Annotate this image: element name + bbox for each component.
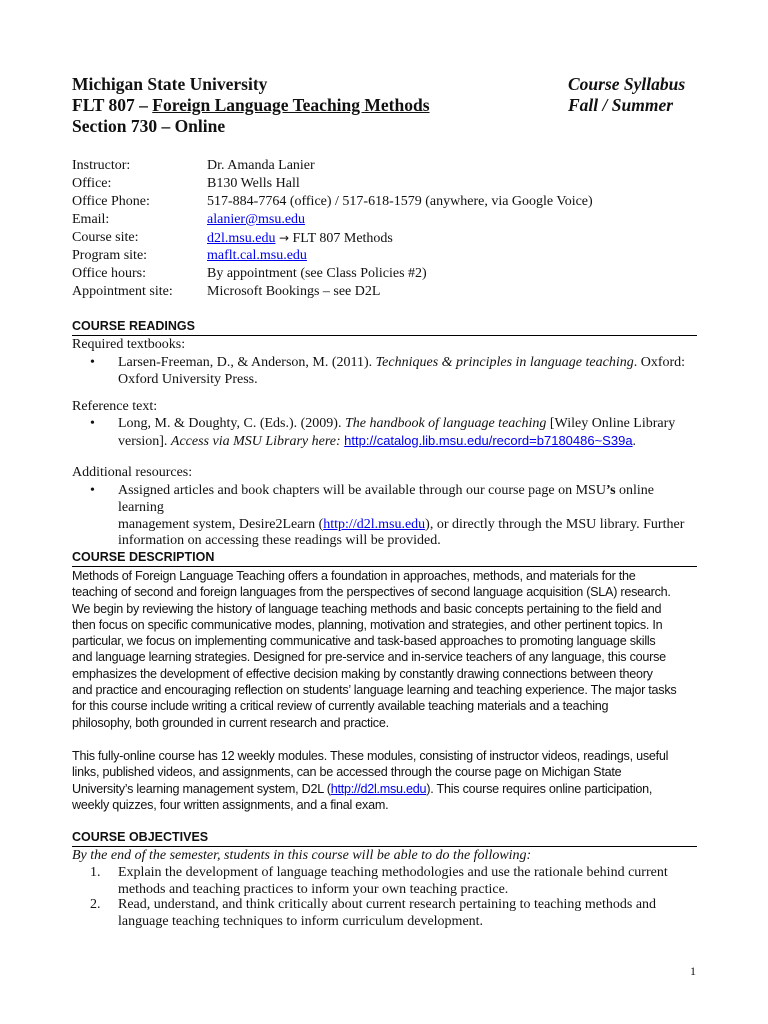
- bullet-icon: •: [90, 355, 95, 370]
- university-name: Michigan State University: [72, 74, 268, 94]
- required-label: Required textbooks:: [72, 337, 186, 352]
- arrow-right-icon: →: [278, 231, 290, 245]
- doc-type: Course Syllabus: [568, 74, 686, 94]
- reference-label: Reference text:: [72, 399, 158, 414]
- instructor-info: Instructor: Dr. Amanda Lanier Office: B130 Wells Hall Office Phone: 517-884-7764 (office) / 517-618-1579 (anywhere, via Google Voice) Email: alanier@msu.edu Course site: d2l.msu.edu → FLT 807 Methods Program site: maflt.cal.msu.edu Office hours: By appointment (see Class Policies #2) Appointment site: Microsoft Bookings – see D2L: [72, 158, 593, 299]
- term: Fall / Summer: [568, 95, 674, 115]
- office-location: B130 Wells Hall: [207, 176, 300, 191]
- library-link[interactable]: http://catalog.lib.msu.edu/record=b7180486~S39a: [344, 432, 633, 448]
- additional-label: Additional resources:: [72, 465, 193, 480]
- office-hours: By appointment (see Class Policies #2): [207, 266, 427, 281]
- description-paragraph-1: Methods of Foreign Language Teaching offers a foundation in approaches, methods, and materials for the teaching of second and foreign languages from the perspectives of second language acquisition (SLA) research. We begin by reviewing the history of language teaching methods and basic concepts pertaining to the field and then focus on specific communicative modes, planning, motivation and strategies, and other pertinent topics. In particular, we focus on implementing communicative and task-based approaches to promoting language skills and language learning strategies. Designed for pre-service and in-service teachers of any language, this course emphasizes the development of effective decision making by constantly drawing connections between theory and practice and encouraging reflection on students’ language learning and teaching experience. The major tasks for this course include writing a critical review of currently available teaching materials and a teaching philosophy, both grounded in current research and practice.: [72, 569, 677, 730]
- document-header: [72, 74, 696, 137]
- section-heading-objectives: COURSE OBJECTIVES: [72, 829, 697, 847]
- email-link[interactable]: alanier@msu.edu: [207, 212, 306, 227]
- list-item: • Long, M. & Doughty, C. (Eds.). (2009). The handbook of language teaching [Wiley Online Library version]. Access via MSU Library here: http://catalog.lib.msu.edu/record=b7180486~S39a.: [90, 416, 676, 449]
- bullet-icon: •: [90, 483, 95, 498]
- description-paragraph-2: This fully-online course has 12 weekly modules. These modules, consisting of instructor videos, readings, useful links, published videos, and assignments, can be accessed through the course page on Michigan State University’s learning management system, D2L (http://d2l.msu.edu). This course requires online participation, weekly quizzes, four written assignments, and a final exam.: [72, 749, 669, 812]
- course-title: FLT 807 – Foreign Language Teaching Methods: [72, 95, 430, 115]
- program-site-link[interactable]: maflt.cal.msu.edu: [207, 248, 307, 263]
- section-heading-description: COURSE DESCRIPTION: [72, 549, 697, 567]
- section: Section 730 – Online: [72, 116, 226, 136]
- section-heading-readings: COURSE READINGS: [72, 318, 697, 336]
- d2l-link[interactable]: http://d2l.msu.edu: [323, 516, 426, 532]
- instructor-name: Dr. Amanda Lanier: [207, 158, 315, 173]
- page-number: 1: [690, 964, 696, 978]
- office-phone: 517-884-7764 (office) / 517-618-1579 (anywhere, via Google Voice): [207, 194, 593, 209]
- list-item: 1. Explain the development of language teaching methodologies and use the rationale behind current methods and teaching practices to inform your own teaching practice.: [90, 865, 668, 897]
- appointment-site: Microsoft Bookings – see D2L: [207, 284, 381, 299]
- list-item: • Larsen-Freeman, D., & Anderson, M. (2011). Techniques & principles in language teaching. Oxford: Oxford University Press.: [90, 355, 686, 387]
- bullet-icon: •: [90, 416, 95, 431]
- objectives-intro: By the end of the semester, students in this course will be able to do the following:: [72, 848, 532, 863]
- d2l-link[interactable]: http://d2l.msu.edu: [330, 781, 427, 796]
- list-item: • Assigned articles and book chapters will be available through our course page on MSU’s online learning management system, Desire2Learn (http://d2l.msu.edu), or directly through the MSU library. Further information on accessing these readings will be provided.: [90, 483, 685, 549]
- list-item: 2. Read, understand, and think critically about current research pertaining to teaching methods and language teaching techniques to inform curriculum development.: [90, 897, 657, 929]
- course-site-link[interactable]: d2l.msu.edu: [207, 231, 276, 246]
